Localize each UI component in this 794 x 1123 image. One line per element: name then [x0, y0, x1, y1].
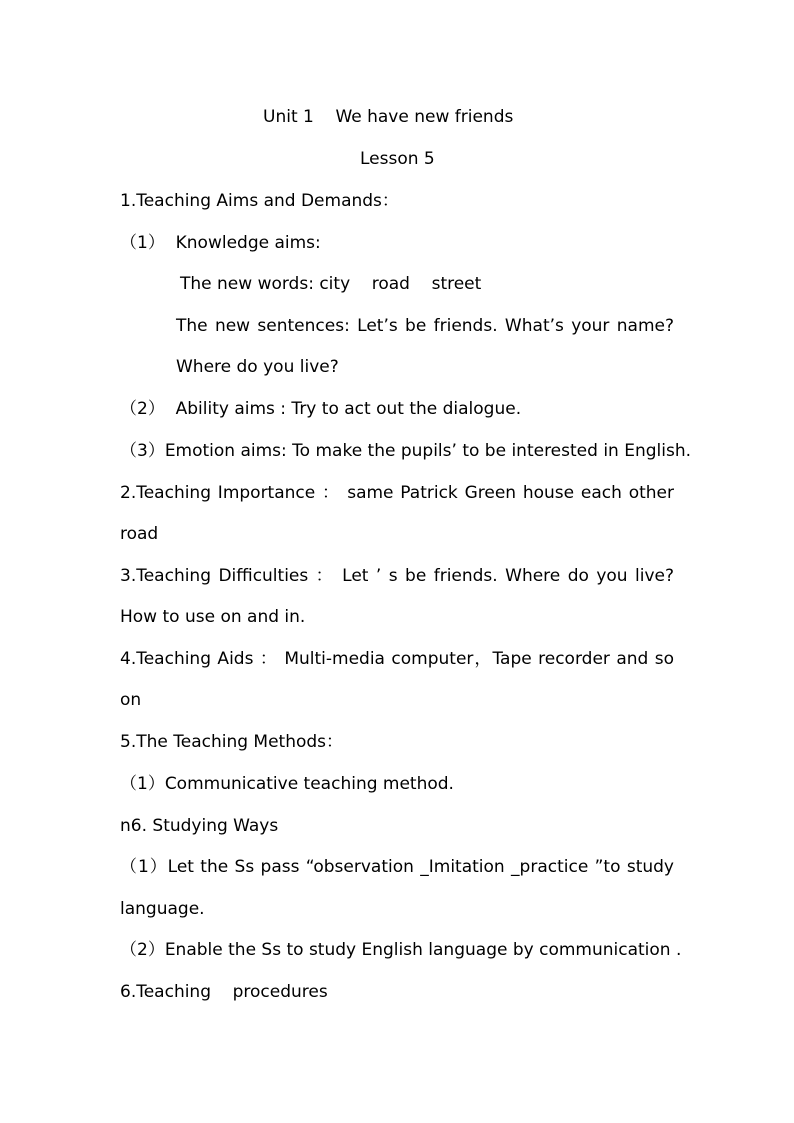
- section-studying-ways: n6. Studying Ways: [120, 816, 279, 836]
- teaching-aids-continued: on: [120, 690, 142, 710]
- knowledge-aims: （1） Knowledge aims:: [120, 233, 321, 253]
- lesson-title: Lesson 5: [360, 149, 435, 169]
- section-teaching-aims: 1.Teaching Aims and Demands：: [120, 191, 399, 211]
- section-teaching-methods: 5.The Teaching Methods：: [120, 732, 344, 752]
- section-teaching-procedures: 6.Teaching procedures: [120, 982, 328, 1002]
- studying-way-item-2: （2）Enable the Ss to study English language by communication .: [120, 940, 682, 960]
- teaching-importance-continued: road: [120, 524, 159, 544]
- section-teaching-difficulties: 3.Teaching Difficulties ： Let ’ s be friends. Where do you live?: [120, 566, 674, 586]
- teaching-difficulties-continued: How to use on and in.: [120, 607, 306, 627]
- studying-way-item-1-continued: language.: [120, 899, 205, 919]
- section-teaching-aids: 4.Teaching Aids ： Multi-media computer，Tape recorder and so: [120, 649, 674, 669]
- new-words: The new words: city road street: [180, 274, 482, 294]
- unit-title: Unit 1 We have new friends: [263, 107, 514, 127]
- emotion-aims: （3）Emotion aims: To make the pupils’ to be interested in English.: [120, 441, 692, 461]
- studying-way-item-1: （1）Let the Ss pass “observation _Imitation _practice ”to study: [120, 857, 674, 877]
- new-sentences-continued: Where do you live?: [176, 357, 339, 377]
- teaching-method-item-1: （1）Communicative teaching method.: [120, 774, 454, 794]
- ability-aims: （2） Ability aims : Try to act out the dialogue.: [120, 399, 522, 419]
- section-teaching-importance: 2.Teaching Importance ： same Patrick Green house each other: [120, 483, 674, 503]
- new-sentences: The new sentences: Let’s be friends. What’s your name?: [176, 316, 674, 336]
